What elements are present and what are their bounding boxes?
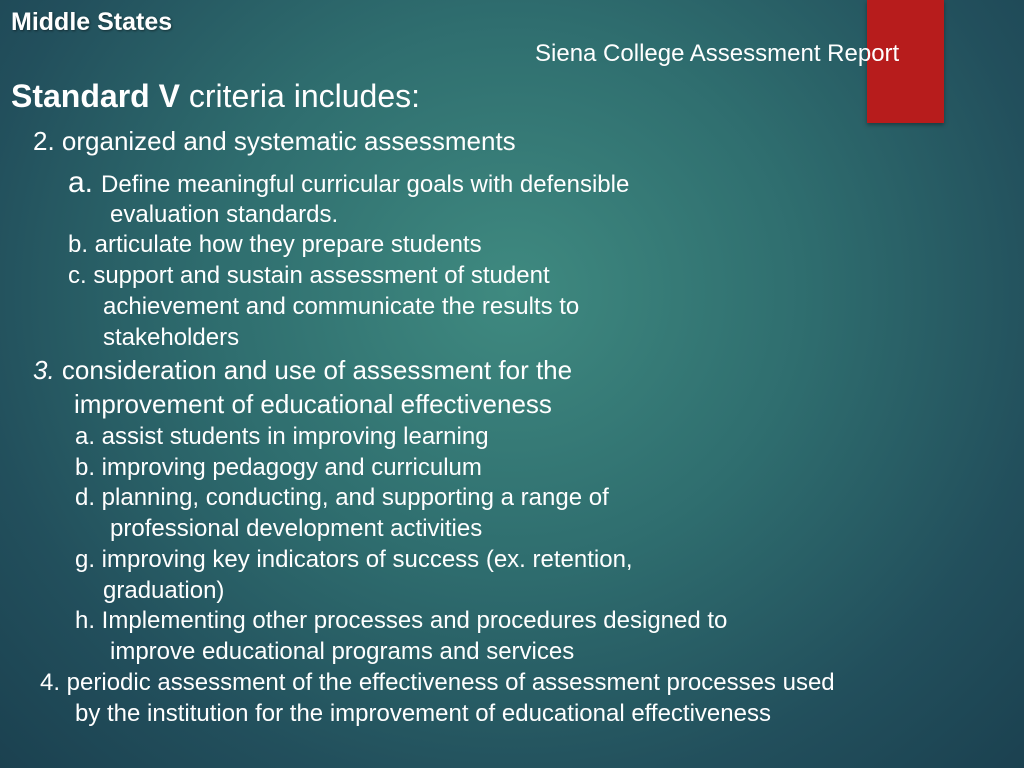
item-2a-cont: evaluation standards. <box>110 201 339 228</box>
item-3h: h. Implementing other processes and procedures designed to <box>75 607 728 634</box>
item-3-cont: improvement of educational effectiveness <box>74 389 552 419</box>
item-2c-cont2: stakeholders <box>103 324 240 351</box>
item-4: 4. periodic assessment of the effectiveness of assessment processes used <box>40 669 835 696</box>
item-3h-cont: improve educational programs and services <box>110 638 575 665</box>
slide-title-rest: criteria includes: <box>179 78 421 114</box>
item-2a-text: Define meaningful curricular goals with defensible <box>101 171 630 198</box>
item-3b: b. improving pedagogy and curriculum <box>75 454 482 481</box>
report-title: Siena College Assessment Report <box>535 40 900 67</box>
item-2a <box>68 168 629 198</box>
item-2b: b. articulate how they prepare students <box>68 231 482 258</box>
item-3-text: consideration and use of assessment for the <box>54 355 573 385</box>
item-3d-cont: professional development activities <box>110 515 483 542</box>
item-2c-cont: achievement and communicate the results to <box>103 293 580 320</box>
slide-title-bold: Standard V <box>11 78 180 114</box>
slide-title <box>11 80 420 112</box>
item-3a: a. assist students in improving learning <box>75 423 489 450</box>
item-3 <box>33 357 572 383</box>
item-2a-letter: a. <box>68 166 94 199</box>
item-3g-cont: graduation) <box>103 577 225 604</box>
item-3-number: 3. <box>33 355 55 385</box>
item-3d: d. planning, conducting, and supporting a range of <box>75 484 609 511</box>
item-2: 2. organized and systematic assessments <box>33 126 516 156</box>
item-3g: g. improving key indicators of success (ex. retention, <box>75 546 633 573</box>
item-4-cont: by the institution for the improvement of educational effectiveness <box>75 700 771 727</box>
item-2c: c. support and sustain assessment of student <box>68 262 550 289</box>
section-heading: Middle States <box>11 8 173 36</box>
